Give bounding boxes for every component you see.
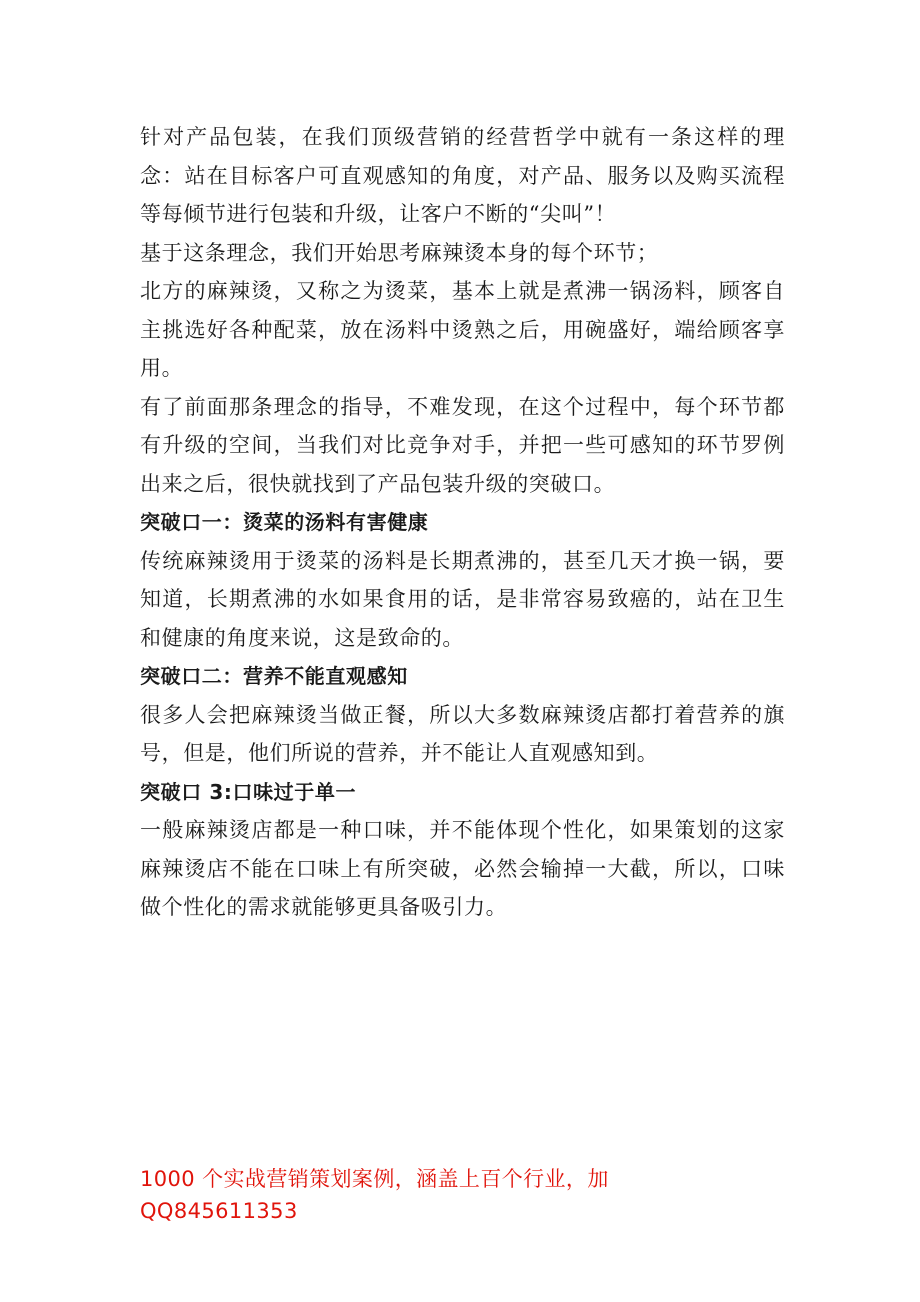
section-heading-1: 突破口一：烫菜的汤料有害健康 bbox=[140, 510, 429, 534]
document-body bbox=[140, 118, 785, 927]
section-body-3: 一般麻辣烫店都是一种口味，并不能体现个性化，如果策划的这家麻辣烫店不能在口味上有所突破，必然会输掉一大截，所以，口味做个性化的需求就能够更具备吸引力。 bbox=[140, 818, 785, 919]
promo-note bbox=[140, 1163, 700, 1227]
promo-contact: QQ845611353 bbox=[140, 1199, 298, 1223]
section-body-2: 很多人会把麻辣烫当做正餐，所以大多数麻辣烫店都打着营养的旗号，但是，他们所说的营养，并不能让人直观感知到。 bbox=[140, 702, 785, 765]
idea-paragraph: 基于这条理念，我们开始思考麻辣烫本身的每个环节； bbox=[140, 240, 659, 265]
promo-line-1: 1000 个实战营销策划案例，涵盖上百个行业，加 bbox=[140, 1167, 609, 1191]
section-heading-2: 突破口二：营养不能直观感知 bbox=[140, 664, 408, 688]
process-paragraph: 北方的麻辣烫，又称之为烫菜，基本上就是煮沸一锅汤料，顾客自主挑选好各种配菜，放在汤料中烫熟之后，用碗盛好，端给顾客享用。 bbox=[140, 279, 785, 380]
intro-paragraph: 针对产品包装，在我们顶级营销的经营哲学中就有一条这样的理念：站在目标客户可直观感知的角度，对产品、服务以及购买流程等每倾节进行包装和升级，让客户不断的“尖叫”！ bbox=[140, 125, 785, 226]
section-body-1: 传统麻辣烫用于烫菜的汤料是长期煮沸的，甚至几天才换一锅，要知道，长期煮沸的水如果食用的话，是非常容易致癌的，站在卫生和健康的角度来说，这是致命的。 bbox=[140, 548, 785, 650]
section-heading-3: 突破口 3:口味过于单一 bbox=[140, 779, 357, 804]
insight-paragraph: 有了前面那条理念的指导，不难发现，在这个过程中，每个环节都有升级的空间，当我们对比竞争对手，并把一些可感知的环节罗例出来之后，很快就找到了产品包装升级的突破口。 bbox=[140, 394, 785, 496]
